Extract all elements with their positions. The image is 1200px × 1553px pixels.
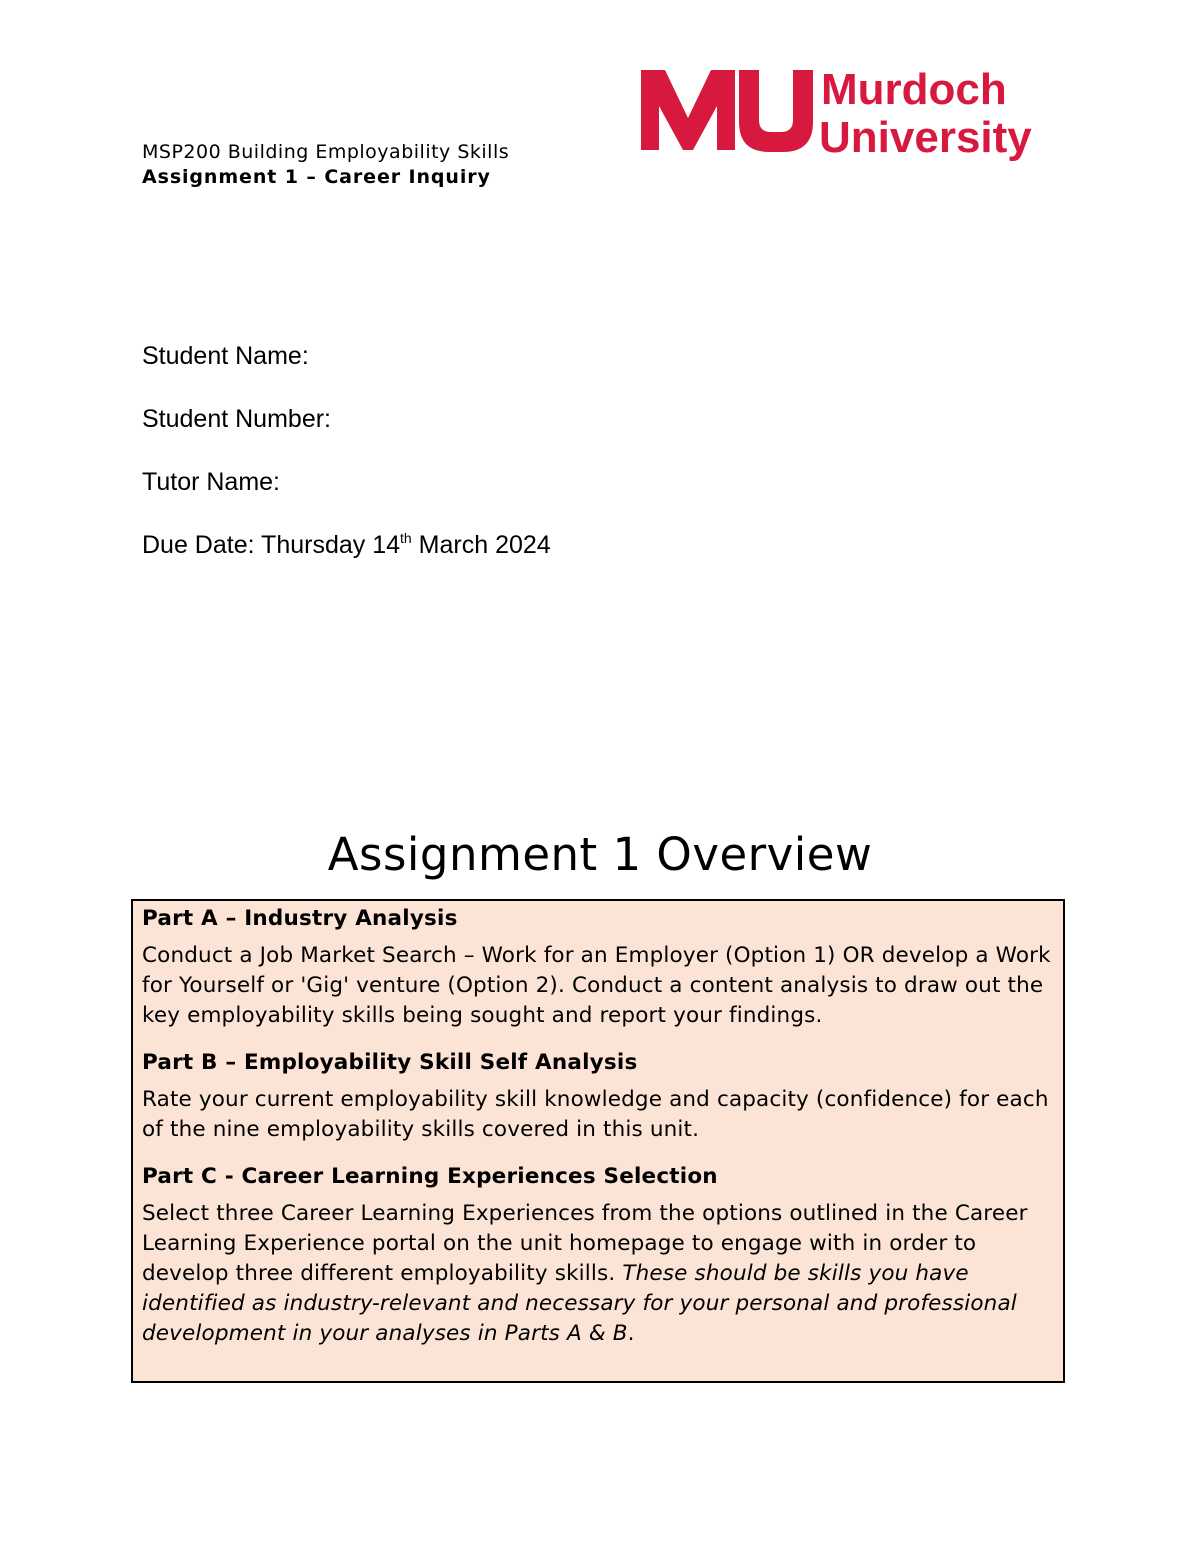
part-c-text [142, 1199, 1063, 1349]
murdoch-university-logo [641, 66, 1066, 166]
logo-m-shape [641, 70, 735, 150]
student-name-label: Student Name: [142, 342, 309, 370]
part-b-text: Rate your current employability skill knowledge and capacity (confidence) for each of the nine employability skills covered in this unit. [142, 1087, 1049, 1142]
logo-line-2: University [819, 113, 1032, 162]
overview-title: Assignment 1 Overview [327, 828, 873, 881]
part-b-heading: Part B – Employability Skill Self Analysis [142, 1050, 638, 1075]
overview-box [131, 899, 1065, 1383]
due-date-ordinal: th [400, 530, 412, 546]
assignment-title: Assignment 1 – Career Inquiry [142, 166, 491, 188]
logo-u-shape [739, 70, 813, 152]
part-a-heading: Part A – Industry Analysis [142, 906, 458, 931]
due-date-suffix: March 2024 [411, 531, 551, 559]
due-date-label [142, 531, 551, 560]
part-c-text-italic: These should be skills you have identified as industry-relevant and necessary for your personal and professional development in your analyses in Parts A & B [142, 1261, 1017, 1346]
part-a-text: Conduct a Job Market Search – Work for an Employer (Option 1) OR develop a Work for Yourself or 'Gig' venture (Option 2). Conduct a content analysis to draw out the key employability skills being sought and report your findings. [142, 943, 1051, 1028]
course-title: MSP200 Building Employability Skills [142, 141, 510, 163]
student-number-label: Student Number: [142, 405, 331, 433]
tutor-name-label: Tutor Name: [142, 468, 281, 496]
part-c-text-main: Select three Career Learning Experiences from the options outlined in the Career Learning Experience portal on the unit homepage to engage with in order to develop three different employability skills. [142, 1201, 1028, 1286]
due-date-prefix: Due Date: Thursday 14 [142, 531, 401, 559]
logo-line-1: Murdoch [821, 66, 1007, 114]
part-c-text-end: . [627, 1321, 635, 1346]
part-c-heading: Part C - Career Learning Experiences Selection [142, 1164, 718, 1189]
